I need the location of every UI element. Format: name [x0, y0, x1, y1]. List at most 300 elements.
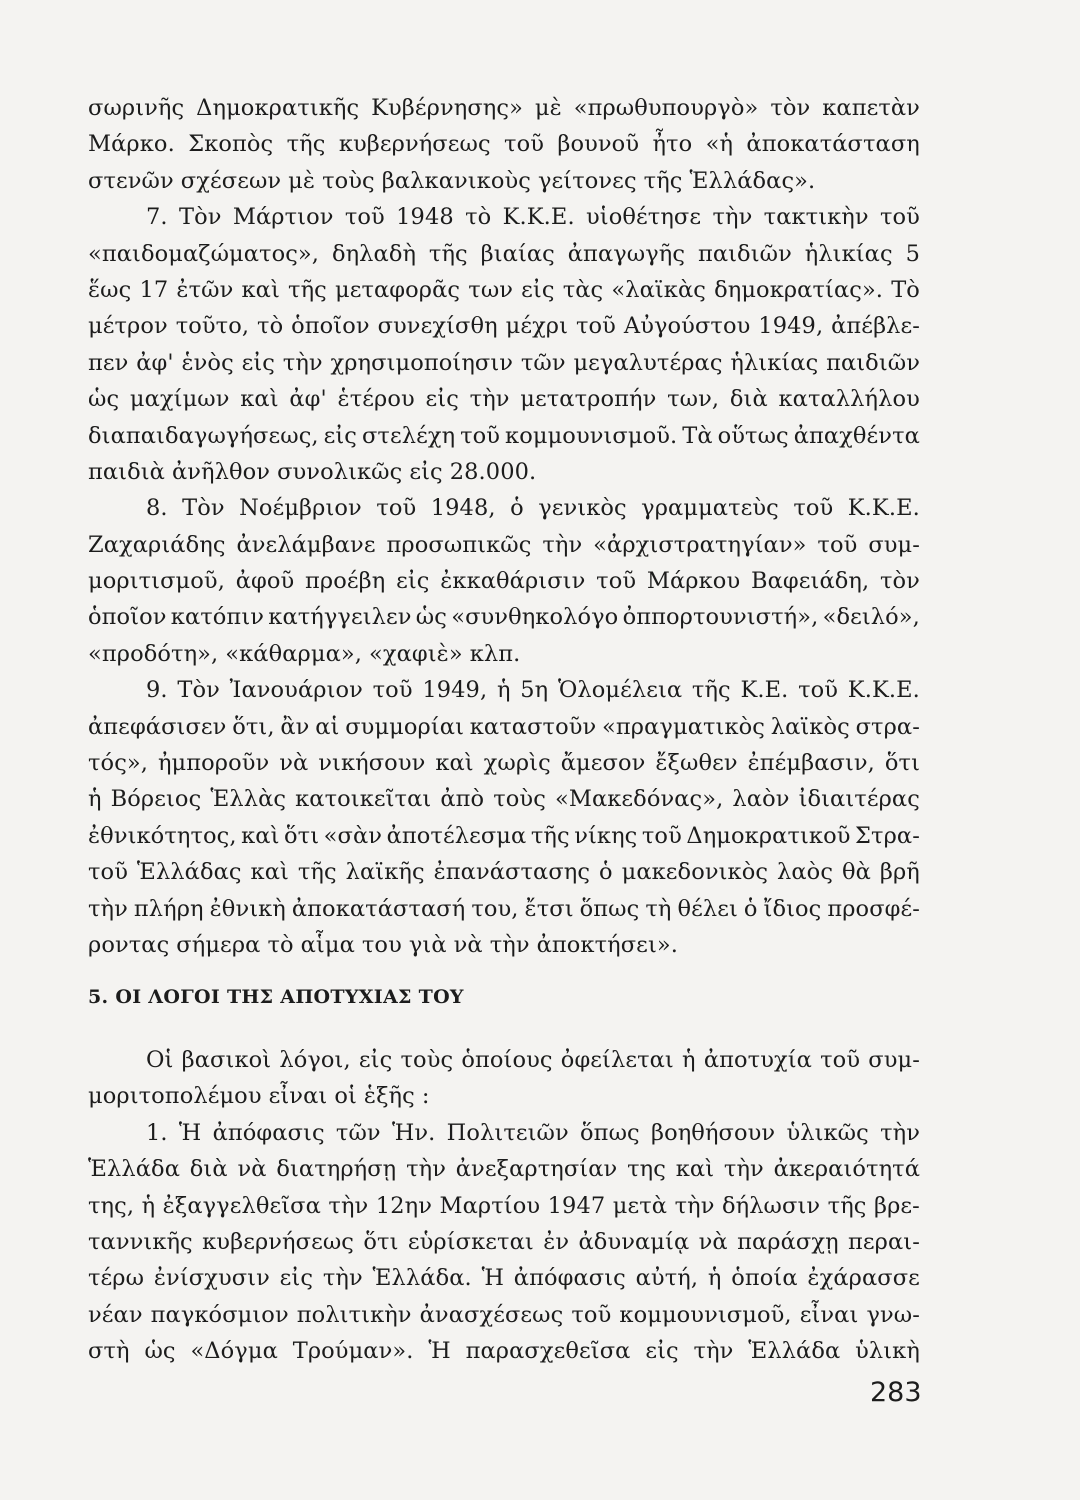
word: ἀδυναμίᾳ: [578, 1228, 690, 1255]
word: τὸν: [770, 95, 811, 121]
word: «σὰν: [323, 822, 383, 849]
word: ἀνῆλθον: [171, 458, 271, 485]
paragraph-reason-1: [88, 1115, 920, 1370]
word: ὑλικῶς: [786, 1119, 869, 1146]
text-line: [88, 1115, 920, 1151]
word: ἴδιος: [763, 895, 822, 922]
text-line: [88, 236, 920, 272]
word: Ἑλλάδας».: [689, 167, 816, 194]
word: ὅτι: [363, 1228, 399, 1255]
text-line: [88, 381, 920, 417]
word: Τὸν: [182, 495, 225, 522]
word: τὴν: [542, 531, 583, 558]
word: ἐκκαθάρισιν: [440, 568, 586, 595]
word: «κάθαρμα»,: [225, 640, 362, 667]
word: στὴ: [88, 1338, 130, 1365]
word: τοὺς: [322, 167, 375, 194]
word: τοῦ: [504, 131, 545, 158]
word: ἀποτυχία: [703, 1047, 812, 1073]
text-line: [88, 308, 920, 344]
word: Τὰ: [682, 422, 713, 449]
word: νὰ: [698, 1228, 728, 1255]
word: Κ.Κ.Ε.: [847, 495, 920, 522]
word: Ἡ: [428, 1338, 451, 1365]
word: τὴν: [328, 1192, 369, 1219]
word: γείτονες: [537, 167, 637, 194]
word: «δειλό»,: [822, 604, 920, 631]
text-line: [88, 781, 920, 817]
word: Ἡ: [481, 1265, 504, 1292]
text-line: [88, 454, 920, 490]
word: διὰ: [189, 1156, 228, 1183]
word: μετὰ: [612, 1192, 668, 1219]
word: 1949,: [758, 313, 824, 340]
word: Σκοπὸς: [188, 131, 274, 158]
word: «λαϊκὰς: [611, 276, 706, 303]
word: «συνθηκολόγο: [451, 604, 619, 631]
word: ἀπόφασις: [513, 1265, 626, 1292]
word: «προδότη»,: [88, 640, 219, 667]
word: τοῦ: [376, 495, 417, 522]
word: ὑλικὴ: [855, 1338, 920, 1365]
word: ὁ: [599, 859, 613, 886]
word: λαὸν: [732, 786, 790, 813]
text-line: [88, 126, 920, 162]
word: ἑξῆς: [363, 1083, 415, 1110]
word: ἀπαχθέντα: [793, 422, 920, 449]
word: εἰς: [279, 1265, 314, 1292]
word: εἰς: [358, 1047, 393, 1073]
word: τὴν: [712, 204, 753, 231]
word: Ζαχαριάδης: [88, 531, 226, 558]
word: προσωπικῶς: [386, 531, 532, 558]
word: τοῦ: [88, 859, 128, 886]
text-line: [88, 891, 920, 927]
word: Μάρκο.: [88, 131, 175, 158]
word: γνω-: [866, 1301, 920, 1328]
word: τὸ: [465, 204, 492, 231]
word: ἀποτέλεσμα: [386, 822, 527, 849]
paragraph-item-8: [88, 490, 920, 672]
word: Ἡ: [178, 1119, 202, 1146]
word: Στρα-: [855, 822, 920, 849]
word: τέρω: [88, 1265, 145, 1292]
word: 17: [139, 276, 169, 303]
word: ἡ: [707, 1265, 722, 1292]
word: καὶ: [250, 859, 289, 886]
word: ἠμποροῦν: [157, 750, 270, 777]
word: εἰς: [409, 458, 443, 485]
word: προέβη: [305, 568, 386, 595]
word: λόγοι,: [279, 1047, 351, 1073]
word: :: [421, 1083, 430, 1110]
word: «Δόγμα: [190, 1338, 278, 1365]
word: ἀνασχέσεως: [419, 1301, 564, 1328]
word: εἶναι: [799, 1301, 859, 1328]
word: ἔτσι: [524, 895, 574, 922]
word: Κ.Κ.Ε.: [502, 204, 575, 231]
word: ἔξωθεν: [655, 750, 738, 777]
word: «ἀρχιστρατηγίαν»: [593, 531, 807, 558]
word: τοῦτο,: [175, 313, 250, 340]
word: ἐπέμβασιν,: [747, 750, 875, 777]
word: μοριτισμοῦ,: [88, 568, 225, 595]
word: χρησιμοποίησιν: [330, 349, 514, 376]
word: Κ.Ε.: [740, 677, 789, 704]
word: καταλλήλου: [778, 386, 920, 413]
word: ὁ: [743, 895, 758, 922]
word: κατήγγειλεν: [268, 604, 412, 631]
word: τῆς: [297, 859, 337, 886]
word: μακεδονικὸς: [621, 859, 769, 886]
word: πλήρη: [133, 895, 204, 922]
text-line: [88, 1042, 920, 1078]
word: ἀκεραιότητά: [773, 1156, 920, 1183]
word: ἐθνικὴ: [209, 895, 286, 922]
word: περαι-: [848, 1228, 920, 1255]
word: ἀφοῦ: [235, 568, 295, 595]
word: κομμουνισμοῦ.: [505, 422, 678, 449]
word: εἶναι: [268, 1083, 328, 1110]
word: παράσχῃ: [737, 1228, 839, 1255]
word: γιὰ: [408, 931, 447, 958]
word: εἰς: [521, 276, 555, 303]
word: συμ-: [868, 1047, 920, 1073]
word: ἀποκατάστασή: [291, 895, 466, 922]
word: τὴ: [645, 895, 672, 922]
word: μοριτοπολέμου: [88, 1083, 262, 1110]
text-line: [88, 818, 920, 854]
word: λαϊκὸς: [770, 713, 850, 740]
text-line: [88, 563, 920, 599]
word: μετατροπήν: [520, 386, 657, 413]
text-line: [88, 1297, 920, 1333]
word: μὲ: [534, 95, 562, 121]
word: ὡς: [88, 386, 120, 413]
word: ἀπέβλε-: [831, 313, 920, 340]
word: παιδιῶν: [697, 240, 792, 267]
word: τὴν: [469, 386, 510, 413]
word: χωρὶς: [483, 750, 551, 777]
word: ἕως: [88, 276, 132, 303]
word: εἰς: [396, 568, 430, 595]
word: παρασχεθεῖσα: [465, 1338, 631, 1365]
word: ἐχάρασσε: [807, 1265, 920, 1292]
word: υἱοθέτησε: [586, 204, 702, 231]
word: τὴν: [674, 1192, 715, 1219]
word: τοῦ: [372, 677, 413, 704]
word: σωρινῆς: [88, 95, 185, 121]
word: 5η: [520, 677, 549, 704]
word: θὰ: [841, 859, 871, 886]
word: τοῦ: [571, 1301, 612, 1328]
word: νέαν: [88, 1301, 143, 1328]
word: καὶ: [241, 822, 280, 849]
word: καὶ: [435, 750, 474, 777]
word: καπετὰν: [822, 95, 920, 121]
word: «παιδομαζώματος»,: [88, 240, 320, 267]
section-text: [88, 1042, 920, 1370]
text-line: [88, 854, 920, 890]
word: Ἑλλάδας: [136, 859, 242, 886]
word: κλπ.: [469, 640, 521, 667]
text-line: [88, 199, 920, 235]
word: τοῦ: [798, 677, 839, 704]
text-line: [88, 1151, 920, 1187]
word: σήμερα: [176, 931, 261, 958]
word: μέχρι: [505, 313, 569, 340]
word: μεγαλυτέρας: [573, 349, 723, 376]
word: Αὐγούστου: [623, 313, 751, 340]
word: τοῦ: [460, 422, 501, 449]
word: καταστοῦν: [469, 713, 597, 740]
word: ὁποία: [731, 1265, 798, 1292]
text-line: [88, 1188, 920, 1224]
text-line: [88, 163, 920, 199]
word: Δημοκρατικοῦ: [686, 822, 851, 849]
word: ἂν: [280, 713, 310, 740]
word: τοῦ: [641, 822, 682, 849]
text-line: [88, 490, 920, 526]
word: «ἡ: [705, 131, 734, 158]
word: αἷμα: [300, 931, 355, 958]
word: τοῦ: [820, 1047, 861, 1073]
text-line: [88, 90, 920, 126]
word: ἀφ': [289, 386, 327, 413]
word: καὶ: [675, 1156, 715, 1183]
word: στελέχη: [361, 422, 456, 449]
word: γραμματεὺς: [641, 495, 779, 522]
word: πολιτικὴν: [296, 1301, 412, 1328]
word: ἀπαγωγῆς: [567, 240, 686, 267]
word: Ὁλομέλεια: [557, 677, 683, 704]
word: λαϊκῆς: [345, 859, 425, 886]
text-line: [88, 1260, 920, 1296]
word: τῆς: [286, 131, 326, 158]
word: Μαρτίου: [439, 1192, 541, 1219]
word: της,: [88, 1192, 135, 1219]
word: 1949,: [422, 677, 488, 704]
word: της: [627, 1156, 666, 1183]
word: Μάρτιον: [232, 204, 334, 231]
word: τῆς: [691, 677, 731, 704]
word: συνεχίσθη: [377, 313, 498, 340]
word: ταννικῆς: [88, 1228, 193, 1255]
word: βρε-: [873, 1192, 920, 1219]
word: συμ-: [868, 531, 920, 558]
word: ἐν: [543, 1228, 570, 1255]
word: νὰ: [237, 1156, 267, 1183]
word: 1948: [396, 204, 454, 231]
word: Δημοκρατικῆς: [196, 95, 360, 121]
word: 12ην: [375, 1192, 432, 1219]
word: τῶν: [520, 349, 566, 376]
word: αὐτή,: [635, 1265, 699, 1292]
word: του: [361, 931, 402, 958]
word: Νοέμβριον: [239, 495, 362, 522]
word: Τρούμαν».: [292, 1338, 414, 1365]
word: καὶ: [240, 386, 279, 413]
word: τῆς: [428, 240, 468, 267]
word: τοῦ: [817, 531, 858, 558]
word: των: [468, 276, 514, 303]
text-line: [88, 345, 920, 381]
word: ἰδιαιτέρας: [798, 786, 920, 813]
word: στρα-: [855, 713, 920, 740]
word: ἡλικίας: [804, 240, 893, 267]
word: ἀνελάμβανε: [236, 531, 376, 558]
word: ἀπὸ: [440, 786, 485, 813]
word: Ἑλλὰς: [210, 786, 287, 813]
word: ὅτι: [884, 750, 920, 777]
word: Οἱ: [146, 1047, 174, 1073]
word: ὡς: [415, 604, 447, 631]
word: ὡς: [144, 1338, 176, 1365]
word: βουνοῦ: [557, 131, 640, 158]
word: δημοκρατίας».: [714, 276, 884, 303]
word: τὴν: [282, 349, 323, 376]
word: διατηρήσῃ: [276, 1156, 397, 1183]
word: αἱ: [315, 713, 340, 740]
body-text: [88, 90, 920, 963]
word: τοῦ: [879, 204, 920, 231]
word: Ἑλλάδα.: [372, 1265, 472, 1292]
word: ἡ: [141, 1192, 156, 1219]
word: ὀππορτουνιστή»,: [622, 604, 819, 631]
word: ἀπόφασις: [212, 1119, 325, 1146]
word: τοῦ: [344, 204, 385, 231]
word: οὕτως: [717, 422, 789, 449]
word: ἄμεσον: [560, 750, 646, 777]
word: 1948,: [430, 495, 496, 522]
word: τός»,: [88, 750, 149, 777]
word: ὅτι: [284, 822, 320, 849]
word: ἑνὸς: [181, 349, 234, 376]
word: οἱ: [334, 1083, 357, 1110]
word: «πραγματικὸς: [602, 713, 765, 740]
text-line: [88, 599, 920, 635]
word: ἐξαγγελθεῖσα: [162, 1192, 321, 1219]
word: τοὺς: [493, 786, 546, 813]
text-line: [88, 1333, 920, 1369]
word: Πολιτειῶν: [446, 1119, 569, 1146]
word: ἡλικίας: [730, 349, 819, 376]
word: ἡ: [496, 677, 511, 704]
word: εἰς: [425, 386, 459, 413]
text-line: [88, 927, 920, 963]
word: τοὺς: [400, 1047, 454, 1073]
word: 1.: [146, 1119, 168, 1146]
word: βοηθήσουν: [650, 1119, 776, 1146]
word: θέλει: [677, 895, 738, 922]
word: ὁποίους: [461, 1047, 553, 1073]
word: βιαίας: [480, 240, 555, 267]
word: νίκης: [574, 822, 638, 849]
word: ἐπανάστασης: [433, 859, 591, 886]
word: εὑρίσκεται: [407, 1228, 534, 1255]
word: τὰς: [562, 276, 604, 303]
word: εἰς: [323, 422, 357, 449]
word: τοῦ: [575, 313, 616, 340]
word: ὅπως: [579, 895, 640, 922]
word: ἑτέρου: [337, 386, 415, 413]
word: καὶ: [241, 276, 280, 303]
word: τῶν: [335, 1119, 381, 1146]
word: τῆς: [827, 1192, 867, 1219]
word: τῆς: [530, 822, 570, 849]
word: ὁποῖον: [291, 313, 370, 340]
word: ὁποῖον: [88, 604, 167, 631]
section-heading: 5. ΟΙ ΛΟΓΟΙ ΤΗΣ ΑΠΟΤΥΧΙΑΣ ΤΟΥ: [88, 986, 464, 1008]
page-number: 283: [870, 1377, 922, 1408]
word: δήλωσιν: [721, 1192, 821, 1219]
word: ἡ: [88, 786, 102, 813]
word: 8.: [146, 495, 168, 522]
word: τὸ: [267, 931, 294, 958]
word: λαὸς: [777, 859, 834, 886]
word: δηλαδὴ: [331, 240, 417, 267]
paragraph: [88, 90, 920, 199]
word: νὰ: [453, 931, 483, 958]
word: ἀφ': [136, 349, 174, 376]
word: τὴν: [88, 895, 128, 922]
word: σχέσεων: [180, 167, 282, 194]
word: ἀνεξαρτησίαν: [455, 1156, 618, 1183]
word: προσφέ-: [827, 895, 920, 922]
word: Ἡν.: [391, 1119, 436, 1146]
word: παιδιῶν: [826, 349, 920, 376]
word: Βόρειος: [110, 786, 202, 813]
word: Τὸν: [178, 204, 222, 231]
word: ἀποκτήσει».: [536, 931, 678, 958]
word: κατόπιν: [170, 604, 265, 631]
word: βρῆ: [879, 859, 920, 886]
word: Ἰανουάριον: [229, 677, 363, 704]
word: κομμουνισμοῦ,: [619, 1301, 792, 1328]
word: κατοικεῖται: [295, 786, 432, 813]
word: συμμορίαι: [345, 713, 464, 740]
paragraph-intro: [88, 1042, 920, 1115]
word: ὁ: [510, 495, 524, 522]
word: τῆς: [288, 276, 327, 303]
word: τοῦ: [793, 495, 834, 522]
word: των,: [667, 386, 720, 413]
word: «πρωθυπουργὸ»: [573, 95, 759, 121]
word: Κ.Κ.Ε.: [847, 677, 920, 704]
word: βαλκανικοὺς: [381, 167, 531, 194]
word: ἡ: [682, 1047, 696, 1073]
word: γενικὸς: [538, 495, 627, 522]
word: Τὸ: [891, 276, 920, 303]
word: τὴν: [322, 1265, 363, 1292]
word: 9.: [146, 677, 168, 704]
word: μὲ: [288, 167, 316, 194]
word: νὰ: [279, 750, 309, 777]
word: Ἑλλάδα: [748, 1338, 841, 1365]
text-line: [88, 272, 920, 308]
text-line: [88, 636, 920, 672]
word: διὰ: [729, 386, 768, 413]
word: κυβερνήσεως: [202, 1228, 354, 1255]
word: βασικοὶ: [181, 1047, 272, 1073]
paragraph-item-9: [88, 672, 920, 963]
text-line: [88, 709, 920, 745]
word: ἀποκατάσταση: [746, 131, 920, 158]
word: νικήσουν: [318, 750, 426, 777]
word: Ἑλλάδα: [88, 1156, 180, 1183]
word: 5: [905, 240, 920, 267]
word: Βαφειάδη,: [750, 568, 870, 595]
